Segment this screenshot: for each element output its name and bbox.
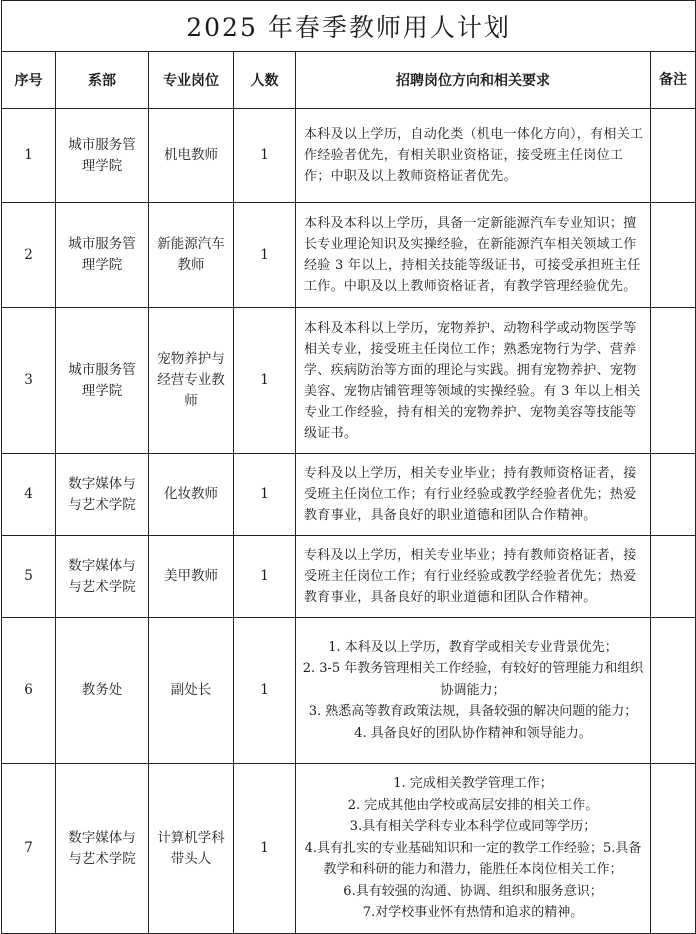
requirement-line: 4. 具备良好的团队协作精神和领导能力。 <box>354 725 592 741</box>
row-count: 1 <box>234 536 296 618</box>
recruitment-table <box>1 0 696 934</box>
table-row <box>2 764 696 934</box>
table-row <box>2 308 696 454</box>
row-count: 1 <box>234 109 296 203</box>
row-requirements: 专科及以上学历，相关专业毕业；持有教师资格证者，接受班主任岗位工作；有行业经验或教学经验者优先；热爱教育事业，具备良好的职业道德和团队合作精神。 <box>296 536 651 618</box>
row-position: 化妆教师 <box>149 454 234 536</box>
row-count: 1 <box>234 764 296 934</box>
row-requirements <box>296 764 651 934</box>
row-position: 机电教师 <box>149 109 234 203</box>
row-note <box>651 618 696 764</box>
row-note <box>651 308 696 454</box>
row-position: 宠物养护与经营专业教师 <box>149 308 234 454</box>
table-row <box>2 536 696 618</box>
row-note <box>651 454 696 536</box>
row-count: 1 <box>234 203 296 308</box>
row-dept: 数字媒体与与艺术学院 <box>56 454 149 536</box>
header-dept: 系部 <box>56 52 149 109</box>
row-dept: 数字媒体与与艺术学院 <box>56 536 149 618</box>
header-requirements: 招聘岗位方向和相关要求 <box>296 52 651 109</box>
requirement-line: 6.具有较强的沟通、协调、组织和服务意识； <box>343 883 603 899</box>
header-index: 序号 <box>2 52 56 109</box>
row-position: 计算机学科带头人 <box>149 764 234 934</box>
row-requirements: 本科及以上学历，自动化类（机电一体化方向），有相关工作经验者优先，有相关职业资格证，接受班主任岗位工作；中职及以上教师资格证者优先。 <box>296 109 651 203</box>
row-index: 2 <box>2 203 56 308</box>
row-index: 7 <box>2 764 56 934</box>
row-requirements: 本科及本科以上学历，宠物养护、动物科学或动物医学等相关专业，接受班主任岗位工作；熟悉宠物行为学、营养学、疾病防治等方面的理论与实践。拥有宠物养护、宠物美容、宠物店铺管理等领域的实操经验。有 3 年以上相关专业工作经验，持有相关的宠物养护、宠物美容等技能等级证书。 <box>296 308 651 454</box>
recruitment-plan-sheet <box>1 0 695 934</box>
row-index: 6 <box>2 618 56 764</box>
row-position: 新能源汽车教师 <box>149 203 234 308</box>
row-position: 副处长 <box>149 618 234 764</box>
header-note: 备注 <box>651 52 696 109</box>
row-index: 4 <box>2 454 56 536</box>
requirement-line: 7.对学校事业怀有热情和追求的精神。 <box>362 905 584 921</box>
requirement-line: 4.具有扎实的专业基础知识和一定的教学工作经验；5.具备教学和科研的能力和潜力，能胜任本岗位相关工作； <box>304 840 642 878</box>
header-count: 人数 <box>234 52 296 109</box>
row-note <box>651 764 696 934</box>
row-index: 5 <box>2 536 56 618</box>
row-note <box>651 536 696 618</box>
row-dept: 数字媒体与与艺术学院 <box>56 764 149 934</box>
row-dept: 城市服务管理学院 <box>56 109 149 203</box>
table-header-row <box>2 52 696 109</box>
requirement-line: 2. 完成其他由学校或高层安排的相关工作。 <box>347 797 599 813</box>
table-row <box>2 109 696 203</box>
requirement-line: 3. 熟悉高等教育政策法规，具备较强的解决问题的能力； <box>308 704 638 720</box>
requirement-line: 2. 3-5 年教务管理相关工作经验，有较好的管理能力和组织协调能力； <box>302 661 644 698</box>
row-count: 1 <box>234 308 296 454</box>
row-index: 3 <box>2 308 56 454</box>
row-dept: 城市服务管理学院 <box>56 203 149 308</box>
page-title: 2025 年春季教师用人计划 <box>2 1 696 52</box>
requirement-line: 3.具有相关学科专业本科学位或同等学历； <box>349 819 597 835</box>
row-requirements: 专科及以上学历，相关专业毕业；持有教师资格证者，接受班主任岗位工作；有行业经验或教学经验者优先；热爱教育事业，具备良好的职业道德和团队合作精神。 <box>296 454 651 536</box>
row-note <box>651 203 696 308</box>
row-requirements: 本科及本科以上学历，具备一定新能源汽车专业知识；擅长专业理论知识及实操经验，在新能源汽车相关领域工作经验 3 年以上，持相关技能等级证书，可接受承担班主任工作。中职及以上教师资格证者，有教学管理经验优先。 <box>296 203 651 308</box>
table-row <box>2 454 696 536</box>
row-dept: 城市服务管理学院 <box>56 308 149 454</box>
requirement-line: 1. 完成相关教学管理工作； <box>393 776 553 792</box>
row-requirements <box>296 618 651 764</box>
header-position: 专业岗位 <box>149 52 234 109</box>
table-row <box>2 618 696 764</box>
row-note <box>651 109 696 203</box>
row-count: 1 <box>234 454 296 536</box>
row-position: 美甲教师 <box>149 536 234 618</box>
requirement-line: 1. 本科及以上学历，教育学或相关专业背景优先； <box>328 639 618 655</box>
row-dept: 教务处 <box>56 618 149 764</box>
table-row <box>2 203 696 308</box>
row-count: 1 <box>234 618 296 764</box>
row-index: 1 <box>2 109 56 203</box>
